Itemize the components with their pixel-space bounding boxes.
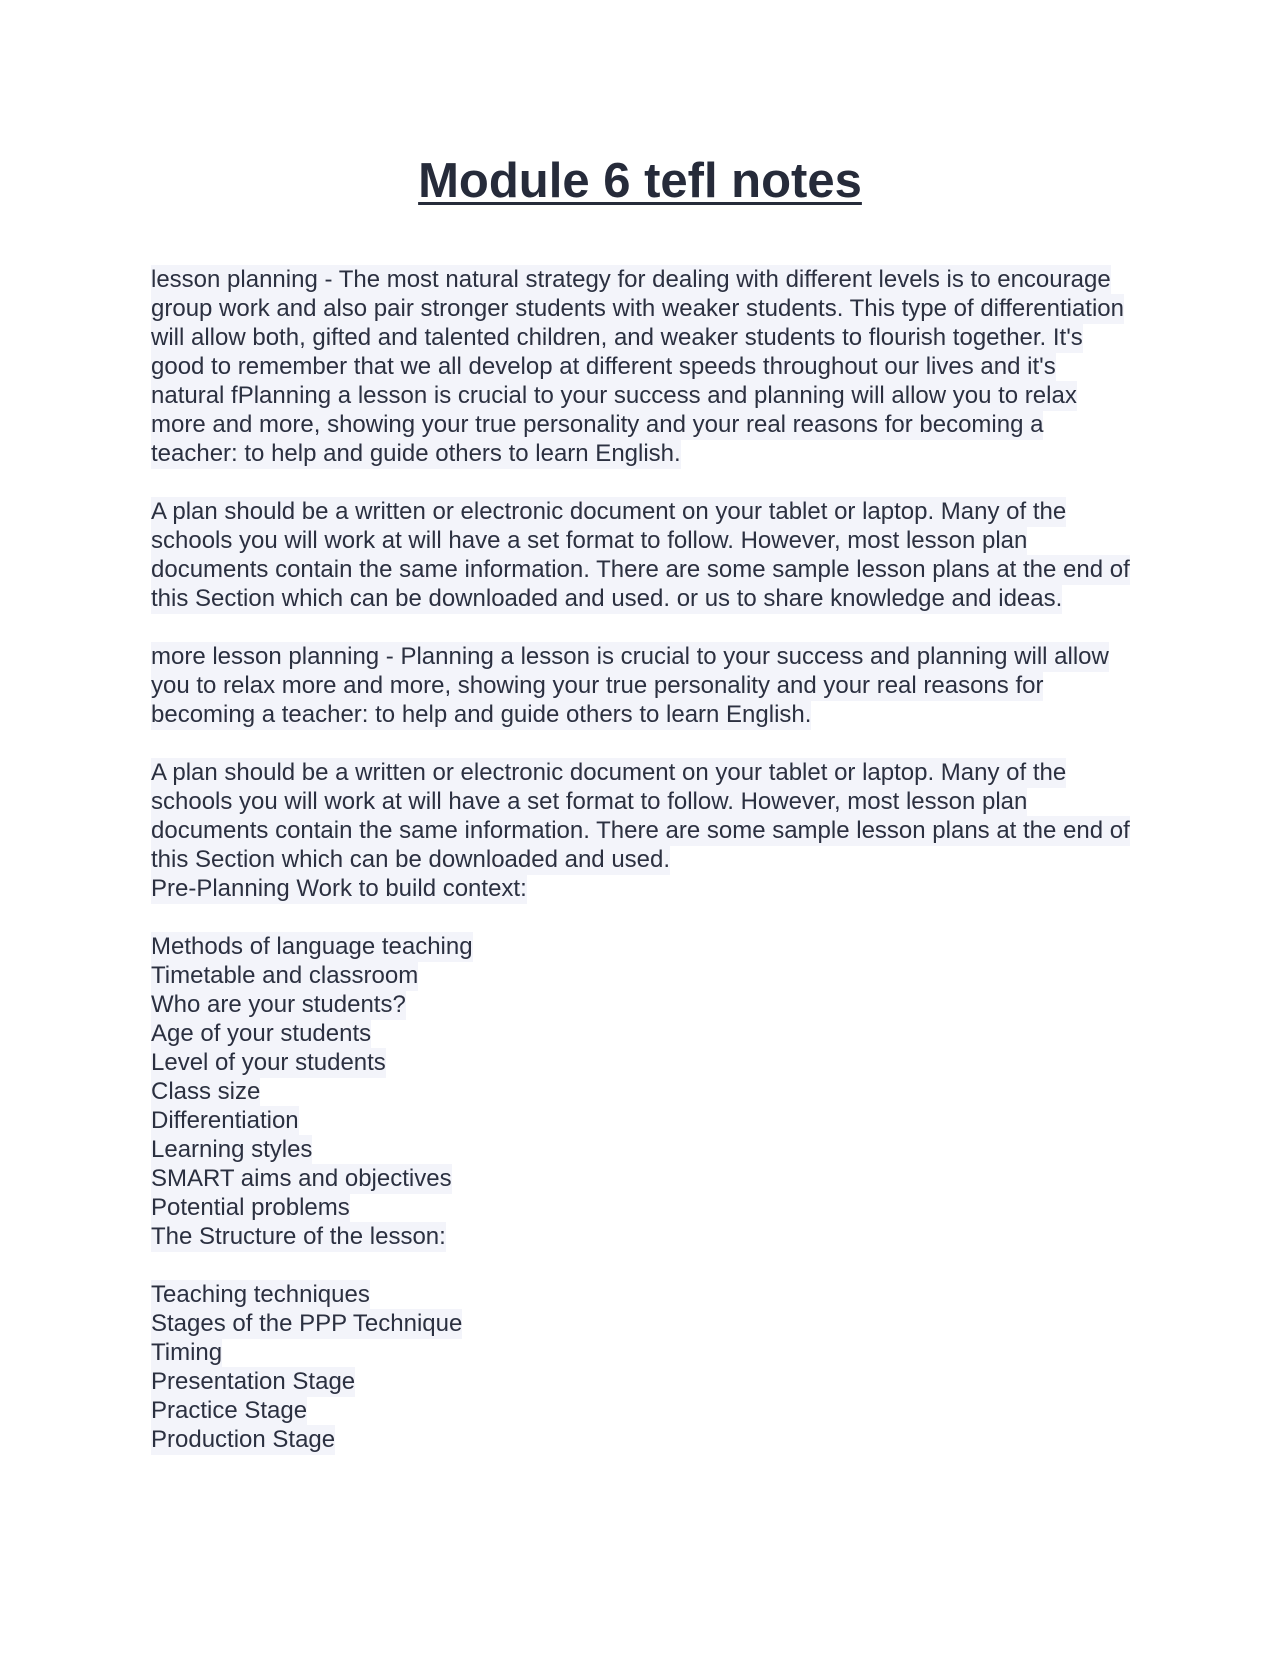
list-item-text: Presentation Stage bbox=[151, 1368, 356, 1395]
list-item bbox=[151, 1106, 1131, 1135]
document-title bbox=[0, 150, 1280, 212]
paragraph-lesson-planning bbox=[151, 265, 1131, 468]
structure-list bbox=[151, 1280, 1131, 1454]
list-item bbox=[151, 1135, 1131, 1164]
list-item-text: Practice Stage bbox=[151, 1397, 308, 1424]
list-item-text: Potential problems bbox=[151, 1194, 350, 1221]
paragraph-text: A plan should be a written or electronic document on your tablet or laptop. Many of the schools you will work at will have a set format to follow. However, most lesson plan documents contain the same information. There are some sample lesson plans at the end of this Section which can be downloaded and used. or us to share knowledge and ideas. bbox=[151, 498, 1130, 612]
list-item-text: Teaching techniques bbox=[151, 1281, 370, 1308]
structure-heading bbox=[151, 1222, 1131, 1251]
paragraph-more-lesson-planning bbox=[151, 642, 1131, 729]
list-item-text: Methods of language teaching bbox=[151, 933, 473, 960]
pre-planning-list bbox=[151, 932, 1131, 1222]
list-item-text: Learning styles bbox=[151, 1136, 313, 1163]
pre-planning-heading-text: Pre-Planning Work to build context: bbox=[151, 875, 527, 902]
list-item bbox=[151, 1193, 1131, 1222]
list-item-text: Stages of the PPP Technique bbox=[151, 1310, 463, 1337]
list-item-text: Production Stage bbox=[151, 1426, 336, 1453]
list-item bbox=[151, 1396, 1131, 1425]
paragraph-text: more lesson planning - Planning a lesson is crucial to your success and planning will allow you to relax more and more, showing your true personality and your real reasons for becoming a teacher: to help and guide others to learn English. bbox=[151, 643, 1109, 728]
list-item-text: Who are your students? bbox=[151, 991, 406, 1018]
list-item bbox=[151, 1048, 1131, 1077]
paragraph-plan-document-repeat bbox=[151, 758, 1131, 874]
pre-planning-heading bbox=[151, 874, 1131, 903]
list-item bbox=[151, 1019, 1131, 1048]
list-item bbox=[151, 1367, 1131, 1396]
list-item bbox=[151, 932, 1131, 961]
list-item bbox=[151, 1164, 1131, 1193]
list-item bbox=[151, 1280, 1131, 1309]
list-item-text: Timetable and classroom bbox=[151, 962, 419, 989]
list-item-text: Timing bbox=[151, 1339, 223, 1366]
paragraph-plan-document bbox=[151, 497, 1131, 613]
paragraph-text: A plan should be a written or electronic document on your tablet or laptop. Many of the schools you will work at will have a set format to follow. However, most lesson plan documents contain the same information. There are some sample lesson plans at the end of this Section which can be downloaded and used. bbox=[151, 759, 1130, 873]
list-item bbox=[151, 1309, 1131, 1338]
list-item bbox=[151, 1425, 1131, 1454]
list-item-text: SMART aims and objectives bbox=[151, 1165, 452, 1192]
document-title-text: Module 6 tefl notes bbox=[418, 154, 862, 208]
document-body bbox=[151, 265, 1131, 1454]
list-item bbox=[151, 1077, 1131, 1106]
list-item-text: Differentiation bbox=[151, 1107, 299, 1134]
paragraph-text: lesson planning - The most natural strategy for dealing with different levels is to encourage group work and also pair stronger students with weaker students. This type of differentiation will allow both, gifted and talented children, and weaker students to flourish together. It's good to remember that we all develop at different speeds throughout our lives and it's natural fPlanning a lesson is crucial to your success and planning will allow you to relax more and more, showing your true personality and your real reasons for becoming a teacher: to help and guide others to learn English. bbox=[151, 266, 1124, 467]
list-item bbox=[151, 990, 1131, 1019]
list-item-text: Level of your students bbox=[151, 1049, 386, 1076]
structure-heading-text: The Structure of the lesson: bbox=[151, 1223, 446, 1250]
list-item bbox=[151, 961, 1131, 990]
list-item bbox=[151, 1338, 1131, 1367]
list-item-text: Class size bbox=[151, 1078, 261, 1105]
list-item-text: Age of your students bbox=[151, 1020, 372, 1047]
